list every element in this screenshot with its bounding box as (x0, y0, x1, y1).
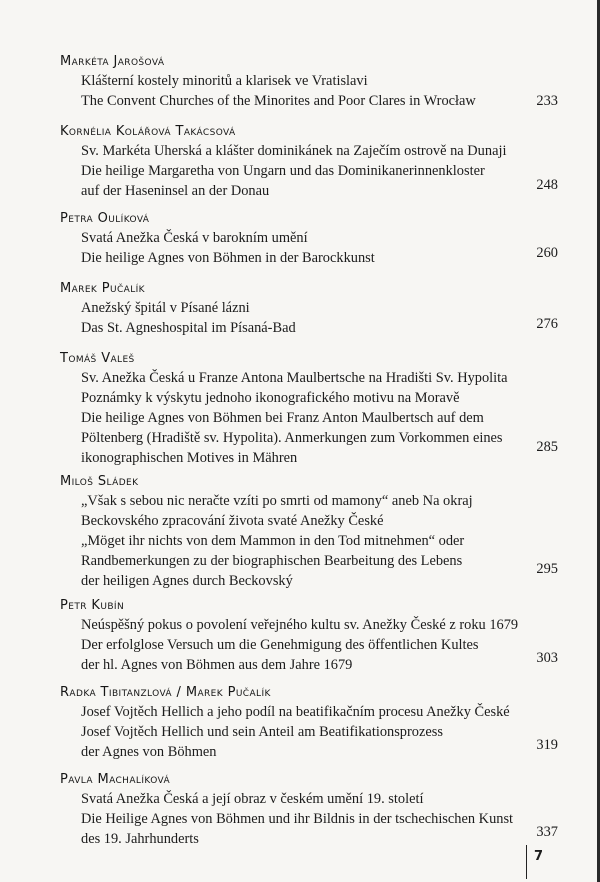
toc-entry (60, 472, 560, 591)
entry-page-number: 295 (536, 561, 558, 577)
entry-page-number: 248 (536, 177, 558, 193)
entry-title-line: „Möget ihr nichts von dem Mammon in den Tod mitnehmen“ oder (81, 533, 465, 549)
entry-author: Pavla Machalíková (60, 772, 171, 787)
entry-author: Marek Pučalík (60, 281, 145, 296)
toc-entry (60, 122, 560, 201)
entry-title-line: Poznámky k výskytu jednoho ikonografického motivu na Moravě (81, 390, 460, 406)
entry-page-number: 260 (536, 245, 558, 261)
entry-title-line: der hl. Agnes von Böhmen aus dem Jahre 1679 (81, 657, 353, 673)
entry-page-number: 337 (536, 824, 558, 840)
entry-title-line: Pöltenberg (Hradiště sv. Hypolita). Anmerkungen zum Vorkommen eines (81, 430, 503, 446)
footer-divider (526, 845, 527, 879)
entry-page-number: 303 (536, 650, 558, 666)
entry-page-number: 276 (536, 316, 558, 332)
page-footer (520, 843, 580, 882)
entry-title-line: Josef Vojtěch Hellich a jeho podíl na beatifikačním procesu Anežky České (81, 704, 510, 720)
entry-title-line: Die heilige Agnes von Böhmen in der Barockkunst (81, 250, 375, 266)
entry-title-line: Der erfolglose Versuch um die Genehmigung des öffentlichen Kultes (81, 637, 479, 653)
entry-title-line: der heiligen Agnes durch Beckovský (81, 573, 293, 589)
entry-title-line: Die heilige Agnes von Böhmen bei Franz Anton Maulbertsch auf dem (81, 410, 484, 426)
entry-author: Kornélia Kolářová Takácsová (60, 124, 236, 139)
entry-title-line: Neúspěšný pokus o povolení veřejného kultu sv. Anežky České z roku 1679 (81, 617, 519, 633)
entry-title-line: Anežský špitál v Písané lázni (81, 300, 250, 316)
entry-title-line: Sv. Anežka Česká u Franze Antona Maulbertsche na Hradišti Sv. Hypolita (81, 370, 508, 386)
entry-title-line: Das St. Agneshospital im Písaná-Bad (81, 320, 296, 336)
entry-title-line: ikonographischen Motives in Mähren (81, 450, 298, 466)
entry-author: Petra Oulíková (60, 211, 150, 226)
entry-title-line: Svatá Anežka Česká v barokním umění (81, 230, 308, 246)
entry-author: Tomáš Valeš (60, 351, 135, 366)
entry-title-line: des 19. Jahrhunderts (81, 831, 199, 847)
entry-title-line: Randbemerkungen zu der biographischen Bearbeitung des Lebens (81, 553, 463, 569)
toc-entry (60, 770, 560, 849)
page-number: 7 (534, 849, 544, 864)
entry-title-line: „Však s sebou nic neračte vzíti po smrti od mamony“ aneb Na okraj (81, 493, 473, 509)
entry-title-line: der Agnes von Böhmen (81, 744, 217, 760)
entry-author: Radka Tibitanzlová / Marek Pučalík (60, 685, 271, 700)
toc-entry (60, 596, 560, 675)
entry-title-line: Die heilige Margaretha von Ungarn und das Dominikanerinnenkloster (81, 163, 485, 179)
entry-title-line: Svatá Anežka Česká a její obraz v českém umění 19. století (81, 791, 424, 807)
entry-title-line: The Convent Churches of the Minorites and Poor Clares in Wrocław (81, 93, 476, 109)
entry-title-line: Josef Vojtěch Hellich und sein Anteil am Beatifikationsprozess (81, 724, 443, 740)
entry-author: Miloš Sládek (60, 474, 139, 489)
entry-title-line: Sv. Markéta Uherská a klášter dominikánek na Zaječím ostrově na Dunaji (81, 143, 507, 159)
entry-title-line: Die Heilige Agnes von Böhmen und ihr Bildnis in der tschechischen Kunst (81, 811, 514, 827)
entry-title-line: Klášterní kostely minoritů a klarisek ve Vratislavi (81, 73, 368, 89)
entry-title-line: Beckovského zpracování života svaté Anežky České (81, 513, 384, 529)
toc-entry (60, 52, 560, 111)
toc-entry (60, 279, 560, 338)
toc-entry (60, 349, 560, 468)
entry-page-number: 285 (536, 439, 558, 455)
toc-entry (60, 683, 560, 762)
entry-page-number: 319 (536, 737, 558, 753)
entry-title-line: auf der Haseninsel an der Donau (81, 183, 270, 199)
toc-entry (60, 209, 560, 268)
entry-author: Markéta Jarošová (60, 54, 165, 69)
entry-author: Petr Kubín (60, 598, 125, 613)
entry-page-number: 233 (536, 93, 558, 109)
